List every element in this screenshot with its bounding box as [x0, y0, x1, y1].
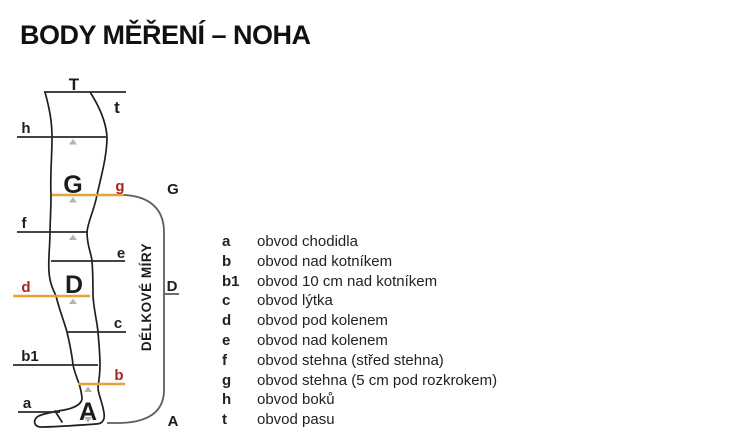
marker-G: G	[63, 171, 83, 199]
marker-A: A	[78, 398, 98, 426]
marker-D: D	[64, 271, 84, 299]
marker-e: e	[116, 245, 126, 262]
legend-row-c	[222, 291, 497, 311]
triangle-up-d-icon	[69, 299, 77, 305]
marker-g: g	[115, 178, 125, 195]
legend-label: obvod 10 cm nad kotníkem	[257, 272, 438, 290]
page-title: BODY MĚŘENÍ – NOHA	[20, 20, 311, 50]
legend-key: a	[222, 233, 231, 250]
legend-label: obvod nad kotníkem	[257, 252, 393, 270]
legend	[222, 232, 497, 430]
legend-label: obvod lýtka	[257, 292, 333, 310]
legend-row-h	[222, 390, 497, 410]
legend-key: c	[222, 292, 231, 310]
marker-a: a	[22, 395, 32, 412]
marker-h: h	[21, 120, 31, 137]
legend-label: obvod nad kolenem	[257, 331, 388, 349]
marker-d: d	[21, 279, 31, 296]
legend-key: b	[222, 252, 232, 270]
legend-key: d	[222, 312, 232, 330]
bracket-label-A: A	[167, 413, 179, 430]
legend-row-g	[222, 371, 497, 391]
legend-key: e	[222, 331, 231, 349]
bracket-label-G: G	[167, 181, 179, 198]
legend-row-e	[222, 331, 497, 351]
legend-key: g	[222, 371, 232, 389]
legend-label: obvod stehna (5 cm pod rozkrokem)	[257, 371, 498, 389]
legend-row-b1	[222, 272, 497, 292]
leg-outline-left-and-foot	[35, 92, 105, 427]
legend-row-d	[222, 311, 497, 331]
legend-label: obvod stehna (střed stehna)	[257, 351, 444, 369]
triangle-up-b-icon	[84, 387, 92, 393]
marker-t: t	[114, 98, 120, 117]
triangle-up-f-icon	[69, 235, 77, 241]
marker-f: f	[21, 215, 27, 232]
legend-row-f	[222, 351, 497, 371]
legend-label: obvod pasu	[257, 411, 335, 429]
legend-row-t	[222, 410, 497, 430]
legend-label: obvod pod kolenem	[257, 312, 388, 330]
bracket-label-D: D	[166, 278, 178, 295]
legend-key: b1	[222, 272, 240, 290]
legend-row-a	[222, 232, 497, 252]
marker-c: c	[113, 315, 123, 332]
triangle-up-h-icon	[69, 139, 77, 145]
length-measures-axis-label: DÉLKOVÉ MÍRY	[139, 242, 154, 352]
legend-key: t	[222, 411, 227, 429]
legend-label: obvod boků	[257, 391, 335, 409]
leg-measurement-diagram	[0, 60, 210, 441]
marker-b: b	[114, 367, 124, 384]
legend-row-b	[222, 252, 497, 272]
marker-T: T	[68, 75, 80, 94]
legend-key: f	[222, 351, 227, 369]
legend-key: h	[222, 391, 232, 409]
length-bracket	[107, 195, 164, 423]
legend-label: obvod chodidla	[257, 233, 358, 250]
marker-b1: b1	[21, 348, 39, 365]
